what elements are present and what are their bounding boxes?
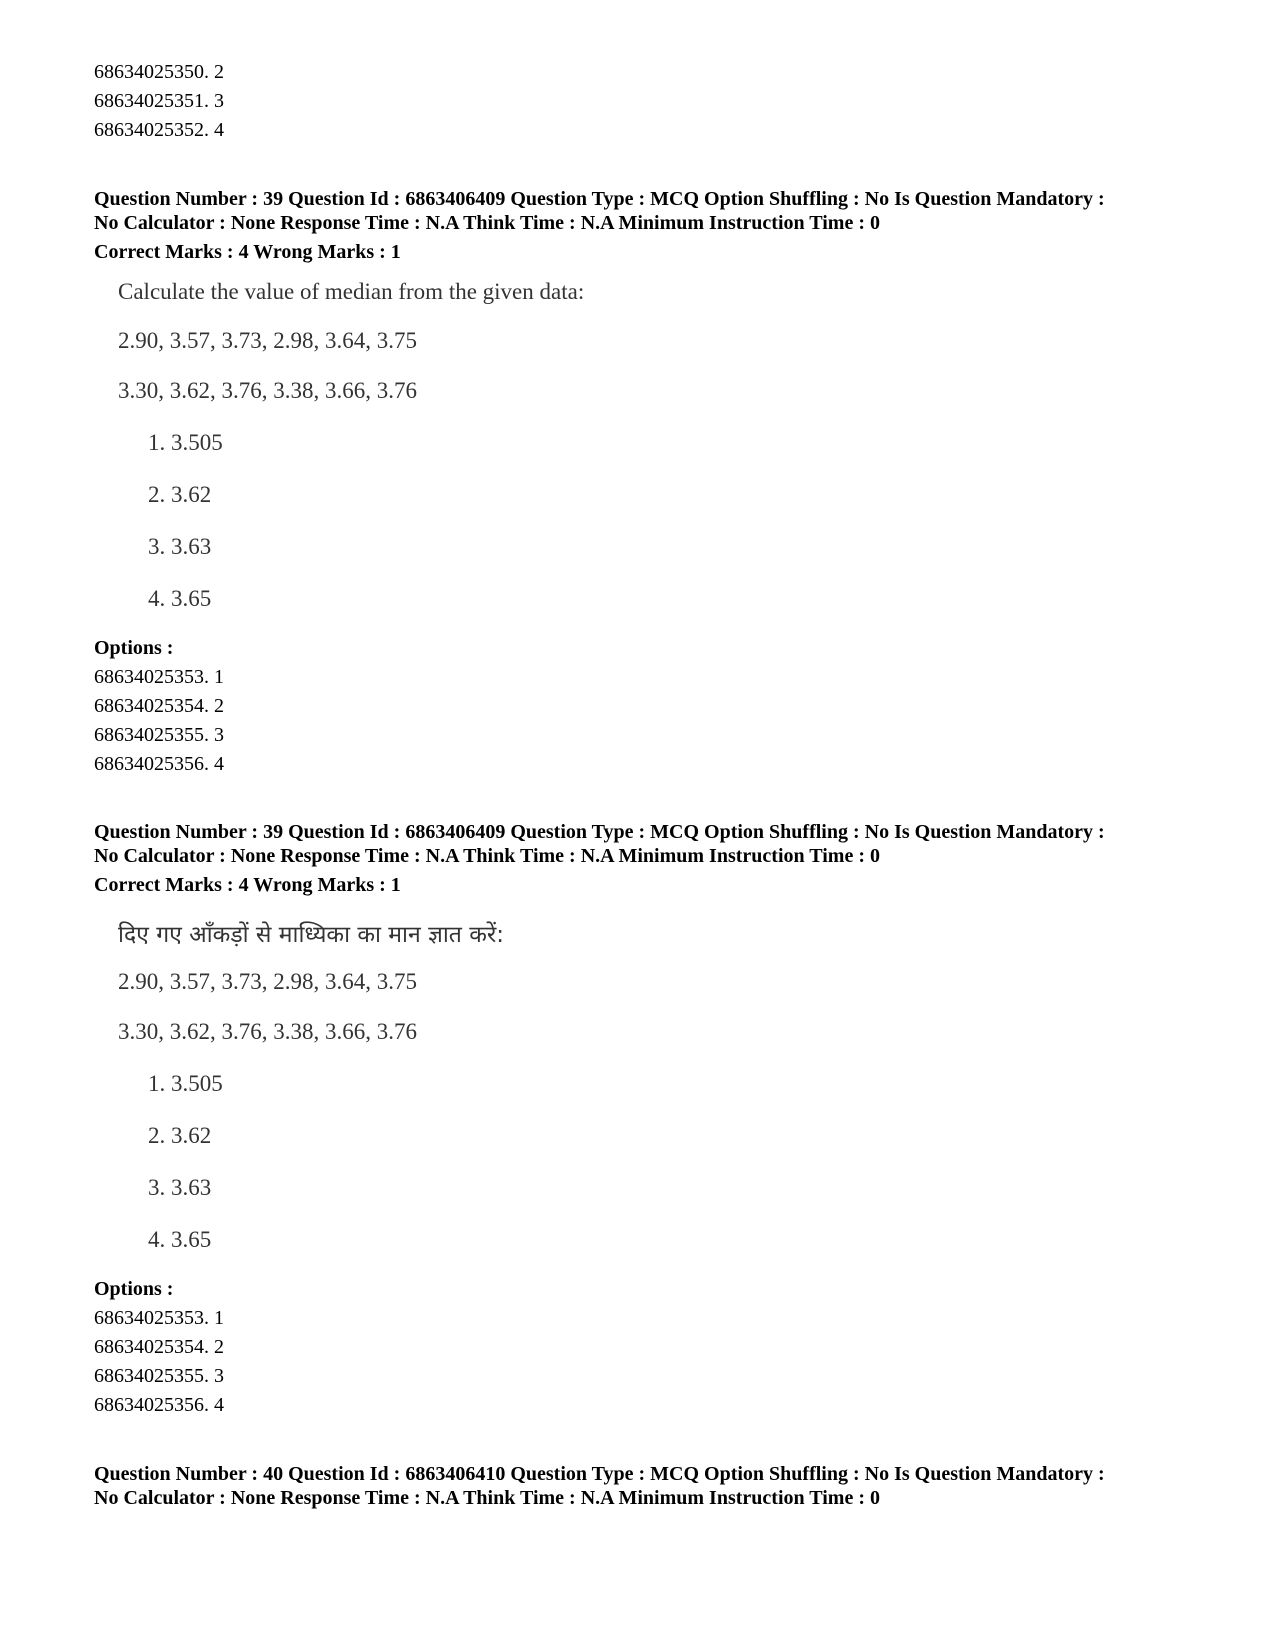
option-line: 68634025356. 4 [94, 753, 224, 775]
choice-item: 4. 3.65 [148, 586, 212, 611]
marks-line: Correct Marks : 4 Wrong Marks : 1 [94, 874, 401, 896]
option-line: 68634025356. 4 [94, 1394, 224, 1416]
options-list [94, 1275, 224, 1420]
question-header [94, 1462, 1105, 1510]
data-row: 2.90, 3.57, 3.73, 2.98, 3.64, 3.75 [118, 969, 417, 994]
choice-item: 1. 3.505 [148, 430, 223, 455]
data-row: 3.30, 3.62, 3.76, 3.38, 3.66, 3.76 [118, 1019, 417, 1044]
option-line: 68634025354. 2 [94, 695, 224, 717]
choice-item: 3. 3.63 [148, 534, 212, 559]
data-row: 3.30, 3.62, 3.76, 3.38, 3.66, 3.76 [118, 378, 417, 403]
choice-item: 2. 3.62 [148, 482, 212, 507]
question-header [94, 820, 1105, 897]
question-text: Calculate the value of median from the given data: [118, 279, 585, 304]
option-line: 68634025355. 3 [94, 724, 224, 746]
question-text: दिए गए आँकड़ों से माध्यिका का मान ज्ञात करें: [118, 922, 505, 948]
option-line: 68634025354. 2 [94, 1336, 224, 1358]
option-line: 68634025353. 1 [94, 666, 224, 688]
question-header [94, 187, 1105, 264]
choice-item: 4. 3.65 [148, 1227, 212, 1252]
option-line: 68634025350. 2 [94, 61, 224, 83]
option-line: 68634025351. 3 [94, 90, 224, 112]
options-label: Options : [94, 637, 174, 659]
choice-item: 1. 3.505 [148, 1071, 223, 1096]
question-meta-line1: Question Number : 39 Question Id : 6863406409 Question Type : MCQ Option Shuffling : No Is Question Mandatory : [94, 821, 1105, 843]
question-meta-line1: Question Number : 40 Question Id : 6863406410 Question Type : MCQ Option Shuffling : No Is Question Mandatory : [94, 1463, 1105, 1485]
question-meta-line2: No Calculator : None Response Time : N.A Think Time : N.A Minimum Instruction Time : 0 [94, 212, 880, 234]
choice-item: 2. 3.62 [148, 1123, 212, 1148]
choice-item: 3. 3.63 [148, 1175, 212, 1200]
previous-options-list [94, 58, 224, 145]
options-label: Options : [94, 1278, 174, 1300]
marks-line: Correct Marks : 4 Wrong Marks : 1 [94, 241, 401, 263]
option-line: 68634025352. 4 [94, 119, 224, 141]
question-meta-line2: No Calculator : None Response Time : N.A Think Time : N.A Minimum Instruction Time : 0 [94, 1487, 880, 1509]
option-line: 68634025353. 1 [94, 1307, 224, 1329]
options-list [94, 634, 224, 779]
data-row: 2.90, 3.57, 3.73, 2.98, 3.64, 3.75 [118, 328, 417, 353]
question-meta-line2: No Calculator : None Response Time : N.A Think Time : N.A Minimum Instruction Time : 0 [94, 845, 880, 867]
option-line: 68634025355. 3 [94, 1365, 224, 1387]
question-meta-line1: Question Number : 39 Question Id : 6863406409 Question Type : MCQ Option Shuffling : No Is Question Mandatory : [94, 188, 1105, 210]
